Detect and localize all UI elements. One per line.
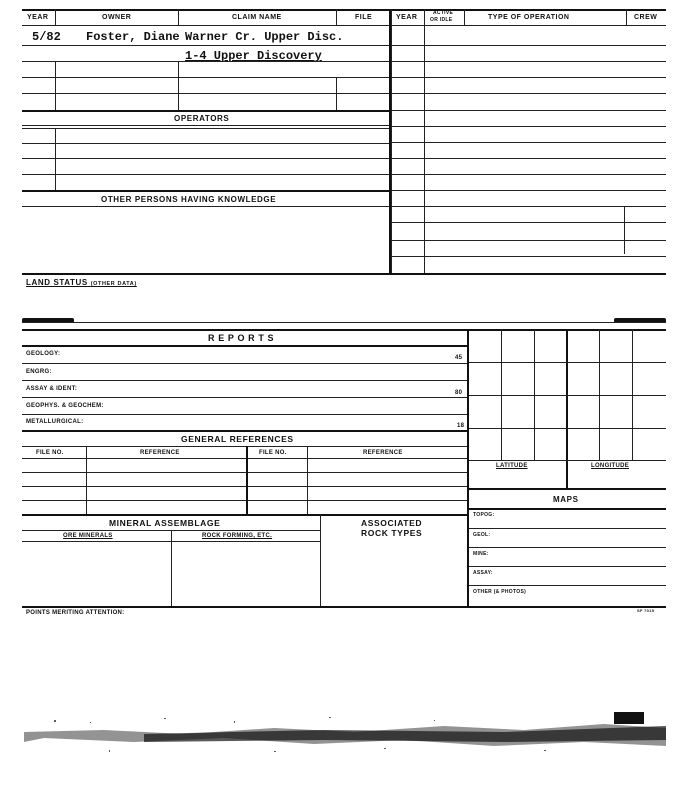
sep — [86, 446, 87, 514]
rule — [22, 414, 467, 415]
rule — [22, 397, 467, 398]
ref-reference-2: REFERENCE — [363, 450, 403, 456]
rule — [22, 458, 467, 459]
top-border — [22, 9, 666, 11]
land-status-sub: (OTHER DATA) — [90, 281, 137, 287]
sep — [178, 9, 179, 25]
sep — [464, 9, 465, 25]
row-line — [22, 77, 389, 78]
rule — [22, 486, 467, 487]
row-line — [22, 174, 389, 175]
row-line — [391, 77, 666, 78]
rule — [22, 606, 666, 608]
entry-claim: Warner Cr. Upper Disc. — [185, 30, 344, 44]
grid-line — [469, 428, 666, 429]
row-line — [391, 190, 666, 191]
reports-title: R E P O R T S — [208, 333, 275, 343]
map-assay: ASSAY: — [473, 570, 493, 576]
sep — [624, 206, 625, 254]
grid-line — [469, 460, 666, 461]
row-line — [391, 142, 666, 143]
scan-noise-band — [24, 712, 666, 754]
grid-line — [566, 329, 568, 488]
rule — [22, 514, 467, 516]
report-metallurgical-num: 18 — [457, 423, 465, 429]
row-line — [391, 174, 666, 175]
col-year2-header: YEAR — [396, 14, 418, 21]
associated-title-2: ROCK TYPES — [361, 528, 423, 538]
rule — [469, 508, 666, 510]
col-active-header-1: ACTIVE — [433, 10, 454, 16]
map-other: OTHER (& PHOTOS) — [473, 589, 527, 595]
associated-title-1: ASSOCIATED — [361, 518, 423, 528]
ref-file-no-2: FILE NO. — [259, 450, 287, 456]
sep — [336, 77, 337, 110]
row-line — [22, 125, 389, 126]
sep — [626, 9, 627, 25]
row-line — [22, 190, 389, 192]
entry-claim-2: 1-4 Upper Discovery — [185, 49, 322, 63]
rock-forming-header: ROCK FORMING, ETC. — [202, 533, 273, 539]
ref-file-no-1: FILE NO. — [36, 450, 64, 456]
active-col-line — [424, 25, 425, 274]
col-type-header: TYPE OF OPERATION — [488, 14, 570, 21]
entry-year: 5/82 — [32, 30, 61, 44]
map-mine: MINE: — [473, 551, 489, 557]
row-line — [22, 93, 389, 94]
row-line — [391, 61, 666, 62]
rule — [22, 500, 467, 501]
rule — [22, 363, 467, 364]
sep — [336, 9, 337, 25]
row-line — [22, 143, 389, 144]
map-topog: TOPOG: — [473, 512, 495, 518]
report-geophys: GEOPHYS. & GEOCHEM: — [26, 403, 104, 409]
maps-title: MAPS — [553, 495, 579, 504]
bottom-rule — [22, 273, 666, 275]
col-file-header: FILE — [355, 14, 373, 21]
latitude-label: LATITUDE — [496, 463, 528, 469]
mineral-assemblage-title: MINERAL ASSEMBLAGE — [109, 518, 221, 528]
sep — [246, 446, 248, 514]
grid-line — [469, 395, 666, 396]
row-line — [391, 126, 666, 127]
row-line — [22, 128, 389, 129]
points-meriting-attention: POINTS MERITING ATTENTION: — [26, 610, 125, 616]
row-line — [22, 206, 389, 207]
report-engrg: ENGRG: — [26, 369, 52, 375]
rule — [22, 345, 467, 347]
land-status-label: LAND STATUS — [26, 278, 88, 287]
report-geology-num: 45 — [455, 355, 463, 361]
row-line — [391, 45, 666, 46]
report-geology: GEOLOGY: — [26, 351, 61, 357]
col-crew-header: CREW — [634, 14, 658, 21]
report-assay: ASSAY & IDENT: — [26, 386, 78, 392]
row-line — [391, 93, 666, 94]
sep — [55, 128, 56, 190]
rule — [469, 585, 666, 586]
header-rule — [22, 25, 666, 26]
rule — [469, 566, 666, 567]
col-claim-name-header: CLAIM NAME — [232, 14, 282, 21]
rule — [22, 472, 467, 473]
rule — [469, 488, 666, 490]
row-line — [22, 61, 389, 62]
row-line — [391, 256, 666, 257]
operators-title: OPERATORS — [174, 114, 230, 123]
general-references-title: GENERAL REFERENCES — [181, 434, 294, 444]
map-geol: GEOL: — [473, 532, 491, 538]
ref-reference-1: REFERENCE — [140, 450, 180, 456]
row-line — [391, 110, 666, 111]
sep — [320, 514, 321, 606]
ore-minerals-header: ORE MINERALS — [63, 533, 113, 539]
row-line — [22, 158, 389, 159]
sep — [424, 9, 425, 25]
longitude-label: LONGITUDE — [591, 463, 630, 469]
land-status-title — [26, 278, 137, 287]
entry-owner: Foster, Diane — [86, 30, 180, 44]
rule — [469, 547, 666, 548]
rule — [469, 528, 666, 529]
rule — [22, 430, 467, 432]
other-persons-title: OTHER PERSONS HAVING KNOWLEDGE — [101, 195, 277, 204]
rule — [22, 541, 320, 542]
form-number: SF 7015 — [637, 608, 655, 613]
grid-line — [469, 362, 666, 363]
sep — [55, 61, 56, 110]
col-year-header: YEAR — [27, 14, 49, 21]
rule — [22, 446, 467, 447]
rule — [22, 322, 666, 323]
sep — [178, 61, 179, 110]
rule — [22, 329, 666, 331]
sep — [307, 446, 308, 514]
col-owner-header: OWNER — [102, 14, 132, 21]
report-metallurgical: METALLURGICAL: — [26, 419, 84, 425]
col-active-header-2: OR IDLE — [430, 17, 453, 23]
row-line — [391, 158, 666, 159]
row-line — [22, 110, 389, 112]
reports-right-edge — [467, 329, 469, 606]
rule — [22, 380, 467, 381]
row-line — [22, 45, 389, 46]
report-assay-num: 80 — [455, 390, 463, 396]
sep — [55, 9, 56, 25]
